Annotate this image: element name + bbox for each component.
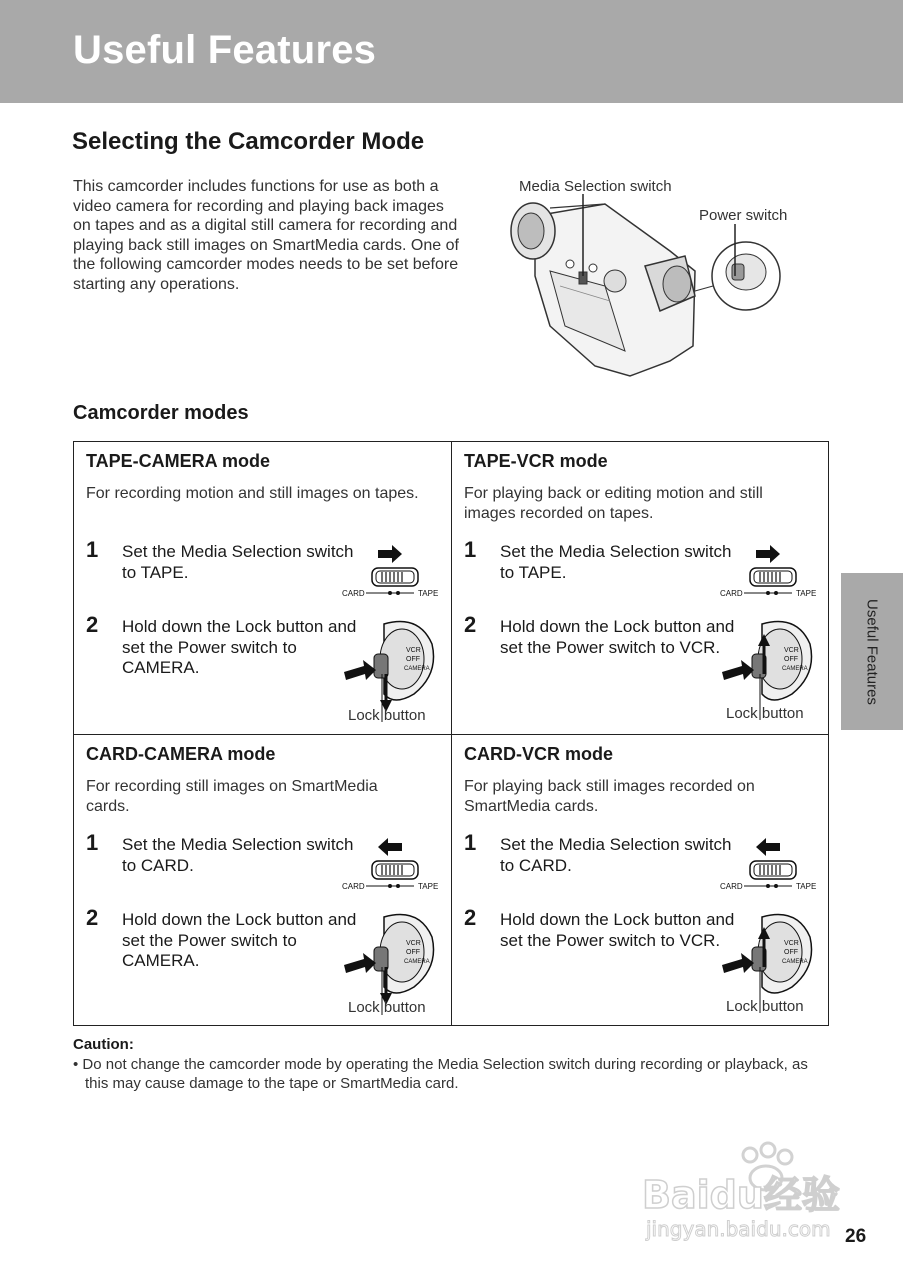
power-switch-label: Power switch: [699, 207, 788, 224]
arrow-right-icon: [722, 953, 754, 973]
mode-cell-card-vcr: [452, 735, 829, 1027]
svg-text:CAMERA: CAMERA: [782, 959, 808, 965]
media-switch-figure: [718, 542, 818, 598]
mode-title: TAPE-CAMERA mode: [86, 451, 270, 471]
mode-title: CARD-VCR mode: [464, 744, 614, 764]
step-text: Hold down the Lock button and set the Power switch to CAMERA.: [122, 617, 357, 677]
svg-text:OFF: OFF: [406, 656, 420, 663]
svg-text:TAPE: TAPE: [796, 882, 817, 891]
caution-block: [73, 1036, 813, 1093]
step-number: 1: [464, 537, 477, 562]
step-text: Hold down the Lock button and set the Power switch to CAMERA.: [122, 910, 357, 970]
caution-title: Caution:: [73, 1036, 134, 1053]
card-label: CARD: [342, 589, 365, 598]
step-number: 1: [464, 830, 477, 855]
svg-text:VCR: VCR: [406, 647, 421, 654]
lock-button-label: Lock button: [348, 707, 426, 724]
mode-cell-tape-vcr: [452, 442, 829, 734]
media-switch-figure: [340, 835, 440, 891]
mode-title: CARD-CAMERA mode: [86, 744, 276, 764]
section-title: Selecting the Camcorder Mode: [72, 128, 425, 155]
arrow-right-icon: [344, 953, 376, 973]
svg-text:CAMERA: CAMERA: [404, 959, 430, 965]
arrow-right-icon: [722, 660, 754, 680]
step-text: Hold down the Lock button and set the Power switch to VCR.: [500, 910, 735, 950]
step-number: 2: [464, 905, 477, 930]
media-switch-figure: [340, 542, 440, 598]
media-switch-figure: [718, 835, 818, 891]
step-text: Hold down the Lock button and set the Power switch to VCR.: [500, 617, 735, 657]
page-title: Useful Features: [73, 28, 377, 72]
camcorder-modes-title: Camcorder modes: [73, 402, 249, 424]
step-number: 2: [86, 612, 99, 637]
camcorder-illustration: [495, 176, 815, 386]
step-number: 1: [86, 830, 99, 855]
arrow-left-icon: [378, 838, 402, 856]
mode-description: For playing back still images recorded on SmartMedia cards.: [464, 778, 755, 815]
arrow-right-icon: [756, 545, 780, 563]
step-number: 1: [86, 537, 99, 562]
tape-label: TAPE: [418, 589, 439, 598]
arrow-right-icon: [344, 660, 376, 680]
step-number: 2: [86, 905, 99, 930]
watermark-url: jingyan.baidu.com: [646, 1217, 831, 1241]
step-number: 2: [464, 612, 477, 637]
step-text: Set the Media Selection switch to CARD.: [500, 835, 732, 875]
side-tab: [841, 573, 903, 730]
caution-text: • Do not change the camcorder mode by operating the Media Selection switch during recording or playback, as this may cause damage to the tape or SmartMedia card.: [73, 1056, 808, 1092]
baidu-watermark: [640, 1140, 850, 1250]
svg-text:OFF: OFF: [784, 656, 798, 663]
step-text: Set the Media Selection switch to TAPE.: [500, 542, 732, 582]
svg-text:CARD: CARD: [342, 882, 365, 891]
svg-text:OFF: OFF: [406, 949, 420, 956]
mode-description: For playing back or editing motion and still images recorded on tapes.: [464, 485, 763, 522]
media-selection-switch-label: Media Selection switch: [519, 178, 672, 195]
watermark-brand: Baidu经验: [642, 1173, 840, 1217]
svg-text:VCR: VCR: [406, 940, 421, 947]
svg-text:CAMERA: CAMERA: [404, 666, 430, 672]
mode-description: For recording still images on SmartMedia cards.: [86, 778, 378, 815]
svg-text:TAPE: TAPE: [796, 589, 817, 598]
svg-text:CARD: CARD: [720, 589, 743, 598]
mode-title: TAPE-VCR mode: [464, 451, 608, 471]
lock-button-label: Lock button: [726, 998, 804, 1015]
mode-description: For recording motion and still images on tapes.: [86, 485, 419, 502]
page-header: [0, 0, 903, 103]
side-tab-label: Useful Features: [863, 598, 881, 705]
page-number: 26: [845, 1226, 867, 1247]
lock-button-label: Lock button: [348, 999, 426, 1016]
svg-text:CAMERA: CAMERA: [782, 666, 808, 672]
camcorder-drawing: [495, 176, 815, 386]
step-text: Set the Media Selection switch to CARD.: [122, 835, 354, 875]
camcorder-modes-table: [73, 441, 829, 1026]
lock-button-label: Lock button: [726, 705, 804, 722]
mode-cell-tape-camera: [74, 442, 451, 734]
svg-text:VCR: VCR: [784, 940, 799, 947]
mode-cell-card-camera: [74, 735, 451, 1027]
svg-text:CARD: CARD: [720, 882, 743, 891]
svg-text:VCR: VCR: [784, 647, 799, 654]
arrow-left-icon: [756, 838, 780, 856]
step-text: Set the Media Selection switch to TAPE.: [122, 542, 354, 582]
arrow-right-icon: [378, 545, 402, 563]
svg-text:OFF: OFF: [784, 949, 798, 956]
intro-paragraph: This camcorder includes functions for use as both a video camera for recording and playing back images on tapes and as a digital still camera for recording and playing back still images on SmartMedia cards. One of the following camcorder modes needs to be set before starting any operations.: [73, 178, 459, 293]
svg-text:TAPE: TAPE: [418, 882, 439, 891]
